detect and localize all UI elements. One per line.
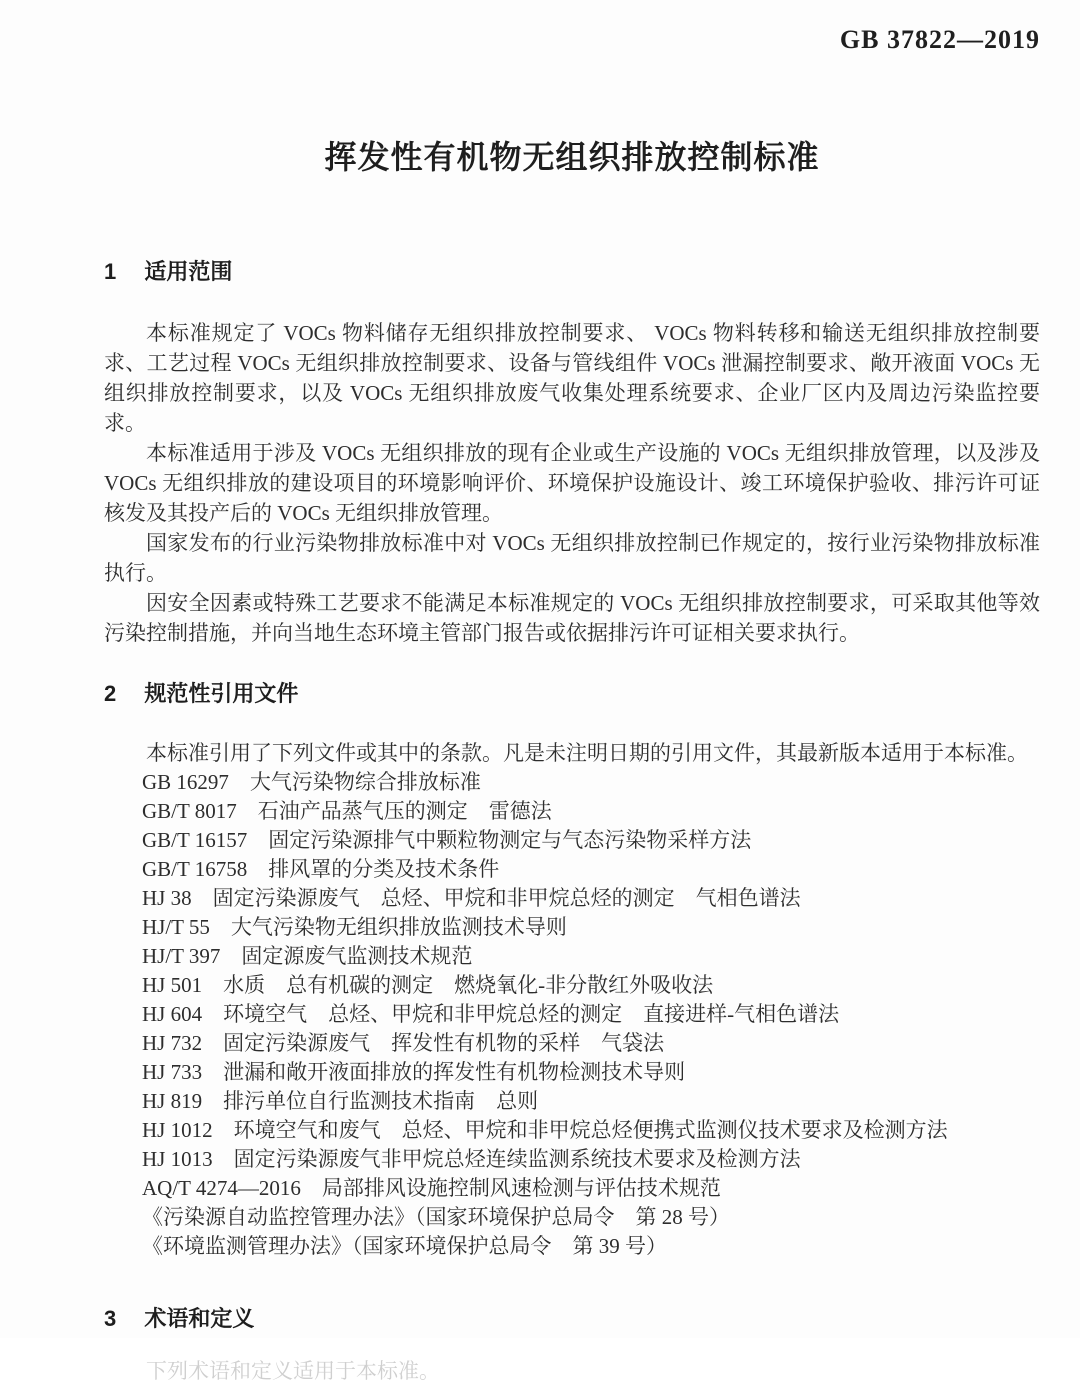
reference-item: HJ 819 排污单位自行监测技术指南 总则 [142, 1089, 539, 1113]
section-1-heading [104, 259, 1040, 285]
reference-item: HJ/T 397 固定源废气监测技术规范 [142, 944, 473, 968]
section-1-number: 1 [104, 259, 117, 284]
reference-item: HJ 604 环境空气 总烃、甲烷和非甲烷总烃的测定 直接进样-气相色谱法 [142, 1002, 840, 1026]
reference-item: 《环境监测管理办法》（国家环境保护总局令 第 39 号） [142, 1234, 667, 1258]
section-3-number: 3 [104, 1306, 117, 1331]
section-1-label: 适用范围 [144, 259, 233, 284]
reference-item: GB/T 8017 石油产品蒸气压的测定 雷德法 [142, 799, 552, 823]
reference-item: AQ/T 4274—2016 局部排风设施控制风速检测与评估技术规范 [142, 1176, 721, 1200]
clipped-next-line: 下列术语和定义适用于本标准。 [146, 1359, 440, 1383]
paragraph-scope-3: 国家发布的行业污染物排放标准中对 VOCs 无组织排放控制已作规定的，按行业污染物排放标准执行。 [104, 531, 1040, 585]
document-title: 挥发性有机物无组织排放控制标准 [324, 139, 820, 175]
reference-item: HJ 732 固定污染源废气 挥发性有机物的采样 气袋法 [142, 1031, 665, 1055]
references-intro: 本标准引用了下列文件或其中的条款。凡是未注明日期的引用文件，其最新版本适用于本标准。 [146, 741, 1028, 765]
paragraph-scope-2: 本标准适用于涉及 VOCs 无组织排放的现有企业或生产设施的 VOCs 无组织排放管理，以及涉及 VOCs 无组织排放的建设项目的环境影响评价、环境保护设施设计、竣工环境保护验收、排污许可证核发及其投产后的 VOCs 无组织排放管理。 [104, 441, 1040, 525]
reference-item: GB 16297 大气污染物综合排放标准 [142, 770, 481, 794]
section-2-label: 规范性引用文件 [144, 681, 299, 706]
references-list [104, 768, 1040, 1261]
reference-item: HJ/T 55 大气污染物无组织排放监测技术导则 [142, 915, 567, 939]
reference-item: GB/T 16157 固定污染源排气中颗粒物测定与气态污染物采样方法 [142, 828, 752, 852]
paragraph-scope-1: 本标准规定了 VOCs 物料储存无组织排放控制要求、 VOCs 物料转移和输送无组织排放控制要求、工艺过程 VOCs 无组织排放控制要求、设备与管线组件 VOCs 泄漏控制要求、敞开液面 VOCs 无组织排放控制要求，以及 VOCs 无组织排放废气收集处理系统要求、企业厂区内及周边污染监控要求。 [104, 321, 1040, 435]
section-1-body [104, 318, 1040, 648]
paragraph-scope-4: 因安全因素或特殊工艺要求不能满足本标准规定的 VOCs 无组织排放控制要求，可采取其他等效污染控制措施，并向当地生态环境主管部门报告或依据排污许可证相关要求执行。 [104, 591, 1040, 645]
section-2-number: 2 [104, 681, 117, 706]
section-3-label: 术语和定义 [144, 1306, 255, 1331]
standard-number: GB 37822—2019 [839, 25, 1040, 54]
section-2-heading [104, 681, 1040, 707]
reference-item: GB/T 16758 排风罩的分类及技术条件 [142, 857, 500, 881]
reference-item: 《污染源自动监控管理办法》（国家环境保护总局令 第 28 号） [142, 1205, 730, 1229]
reference-item: HJ 1013 固定污染源废气非甲烷总烃连续监测系统技术要求及检测方法 [142, 1147, 801, 1171]
reference-item: HJ 1012 环境空气和废气 总烃、甲烷和非甲烷总烃便携式监测仪技术要求及检测方法 [142, 1118, 948, 1142]
section-3-heading [104, 1306, 1040, 1332]
reference-item: HJ 733 泄漏和敞开液面排放的挥发性有机物检测技术导则 [142, 1060, 686, 1084]
reference-item: HJ 501 水质 总有机碳的测定 燃烧氧化-非分散红外吸收法 [142, 973, 714, 997]
reference-item: HJ 38 固定污染源废气 总烃、甲烷和非甲烷总烃的测定 气相色谱法 [142, 886, 801, 910]
